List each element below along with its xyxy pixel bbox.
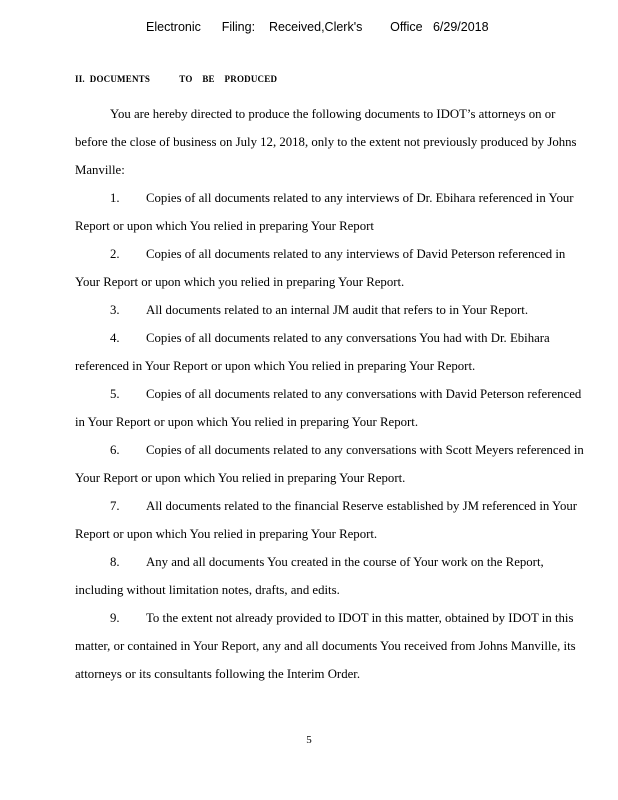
item-number: 8. <box>110 555 120 569</box>
item-text: All documents related to an internal JM audit that refers to in Your Report. <box>146 303 529 317</box>
list-item <box>75 296 589 324</box>
list-item <box>75 184 589 240</box>
electronic-filing-header: Electronic Filing: Received,Clerk's Office 6/29/2018 <box>146 20 489 34</box>
item-number: 3. <box>110 303 120 317</box>
intro-paragraph: You are hereby directed to produce the following documents to IDOT’s attorneys on or before the close of business on July 12, 2018, only to the extent not previously produced by Johns Manville: <box>75 107 577 177</box>
item-text: Copies of all documents related to any conversations with David Peterson referenced in Your Report or upon which You relied in preparing Your Report. <box>75 387 582 429</box>
item-number: 7. <box>110 499 120 513</box>
item-text: Any and all documents You created in the course of Your work on the Report, including without limitation notes, drafts, and edits. <box>75 555 544 597</box>
list-item <box>75 324 589 380</box>
page-number: 5 <box>306 734 312 746</box>
item-number: 6. <box>110 443 120 457</box>
item-text: All documents related to the financial Reserve established by JM referenced in Your Report or upon which You relied in preparing Your Report. <box>75 499 578 541</box>
list-item <box>75 240 589 296</box>
list-item <box>75 492 589 548</box>
list-item <box>75 548 589 604</box>
list-item <box>75 604 589 688</box>
item-number: 4. <box>110 331 120 345</box>
list-item <box>75 436 589 492</box>
section-heading: II. DOCUMENTS TO BE PRODUCED <box>75 74 278 84</box>
item-text: To the extent not already provided to IDOT in this matter, obtained by IDOT in this matter, or contained in Your Report, any and all documents You received from Johns Manville, its attorneys or its consultants following the Interim Order. <box>75 611 576 681</box>
list-item <box>75 380 589 436</box>
item-number: 2. <box>110 247 120 261</box>
item-text: Copies of all documents related to any conversations You had with Dr. Ebihara referenced in Your Report or upon which You relied in preparing Your Report. <box>75 331 550 373</box>
item-number: 1. <box>110 191 120 205</box>
item-number: 5. <box>110 387 120 401</box>
document-body <box>75 100 589 688</box>
item-text: Copies of all documents related to any conversations with Scott Meyers referenced in Your Report or upon which You relied in preparing Your Report. <box>75 443 584 485</box>
item-number: 9. <box>110 611 120 625</box>
item-text: Copies of all documents related to any interviews of Dr. Ebihara referenced in Your Report or upon which You relied in preparing Your Report <box>75 191 574 233</box>
item-text: Copies of all documents related to any interviews of David Peterson referenced in Your Report or upon which you relied in preparing Your Report. <box>75 247 566 289</box>
